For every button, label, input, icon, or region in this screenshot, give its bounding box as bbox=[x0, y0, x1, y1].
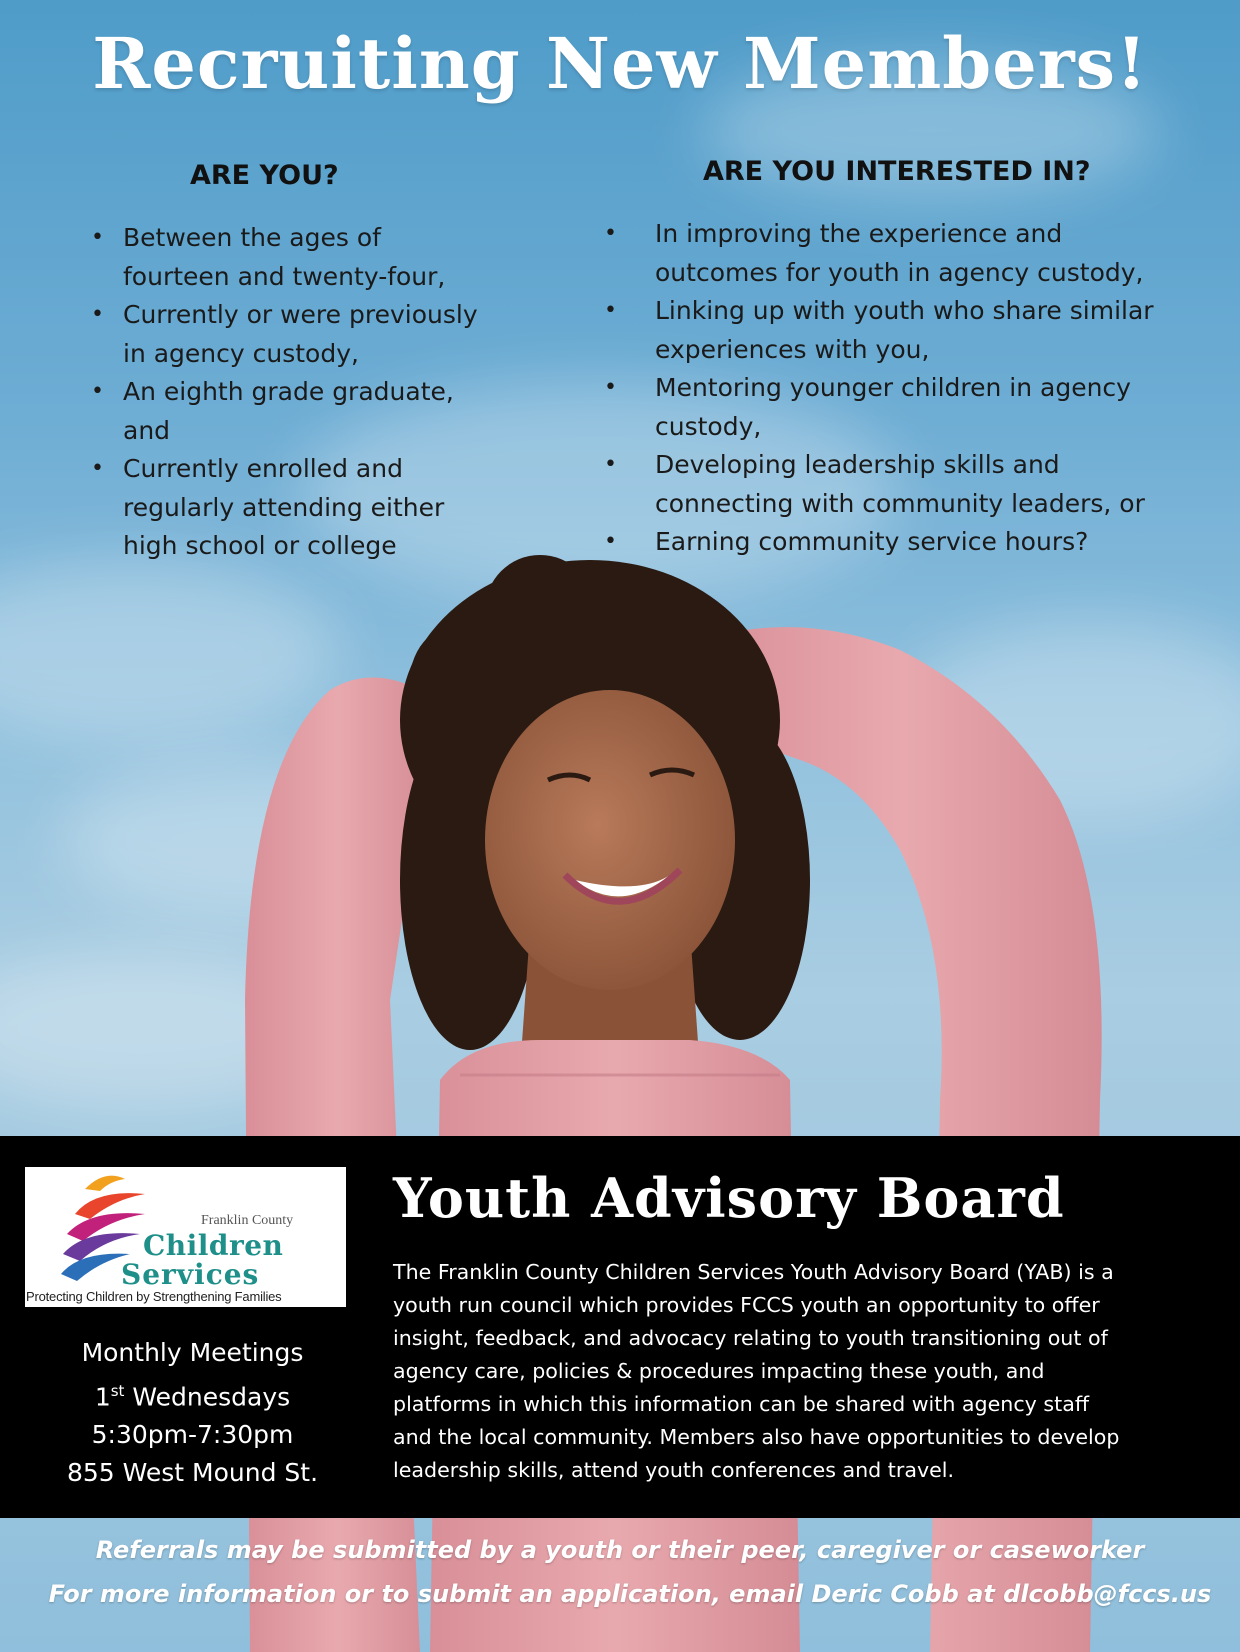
logo-services-text: Services bbox=[121, 1258, 260, 1291]
meetings-label: Monthly Meetings bbox=[81, 1338, 304, 1367]
logo-children-text: Children bbox=[143, 1229, 284, 1262]
meeting-day: 1st Wednesdays bbox=[94, 1382, 291, 1412]
bullet-icon: • bbox=[604, 221, 617, 246]
list-item: • Linking up with youth who share similar experiences with you, bbox=[655, 292, 1215, 369]
list-item: • Currently enrolled and regularly attending either high school or college bbox=[123, 450, 523, 566]
list-item: • Earning community service hours? bbox=[655, 523, 1215, 562]
bullet-icon: • bbox=[91, 379, 104, 404]
meeting-details bbox=[40, 1334, 345, 1492]
headline: Recruiting New Members! bbox=[92, 22, 1148, 105]
list-item: • An eighth grade graduate, and bbox=[123, 373, 523, 450]
referral-note: Referrals may be submitted by a youth or their peer, caregiver or caseworker bbox=[95, 1536, 1145, 1564]
board-title: Youth Advisory Board bbox=[393, 1166, 1065, 1230]
logo-county-text: Franklin County bbox=[201, 1213, 294, 1228]
interests-list bbox=[604, 215, 1215, 562]
bullet-icon: • bbox=[91, 456, 104, 481]
meeting-time: 5:30pm-7:30pm bbox=[91, 1420, 294, 1450]
bullet-icon: • bbox=[604, 452, 617, 477]
list-item: • In improving the experience and outcomes for youth in agency custody, bbox=[655, 215, 1215, 292]
are-you-list bbox=[91, 219, 523, 566]
are-you-interested-heading: ARE YOU INTERESTED IN? bbox=[703, 156, 1091, 187]
bullet-icon: • bbox=[91, 225, 104, 250]
board-description: The Franklin County Children Services Youth Advisory Board (YAB) is a youth run council which provides FCCS youth an opportunity to offer insight, feedback, and advocacy relating to youth transitioning out of agency care, policies & procedures impacting these youth, and platforms in which this information can be shared with agency staff and the local community. Members also have opportunities to develop leadership skills, attend youth conferences and travel. bbox=[393, 1260, 1120, 1482]
list-item: • Between the ages of fourteen and twenty-four, bbox=[123, 219, 523, 296]
are-you-heading: ARE YOU? bbox=[190, 160, 339, 191]
contact-info: For more information or to submit an application, email Deric Cobb at dlcobb@fccs.us bbox=[48, 1580, 1212, 1608]
fccs-logo bbox=[25, 1167, 346, 1307]
list-item: • Developing leadership skills and connecting with community leaders, or bbox=[655, 446, 1215, 523]
bullet-icon: • bbox=[604, 298, 617, 323]
logo-tagline: Protecting Children by Strengthening Families bbox=[26, 1289, 282, 1304]
bullet-icon: • bbox=[604, 375, 617, 400]
list-item: • Currently or were previously in agency custody, bbox=[123, 296, 523, 373]
list-item: • Mentoring younger children in agency custody, bbox=[655, 369, 1215, 446]
meeting-address: 855 West Mound St. bbox=[66, 1458, 319, 1488]
bullet-icon: • bbox=[604, 529, 617, 554]
bullet-icon: • bbox=[91, 302, 104, 327]
